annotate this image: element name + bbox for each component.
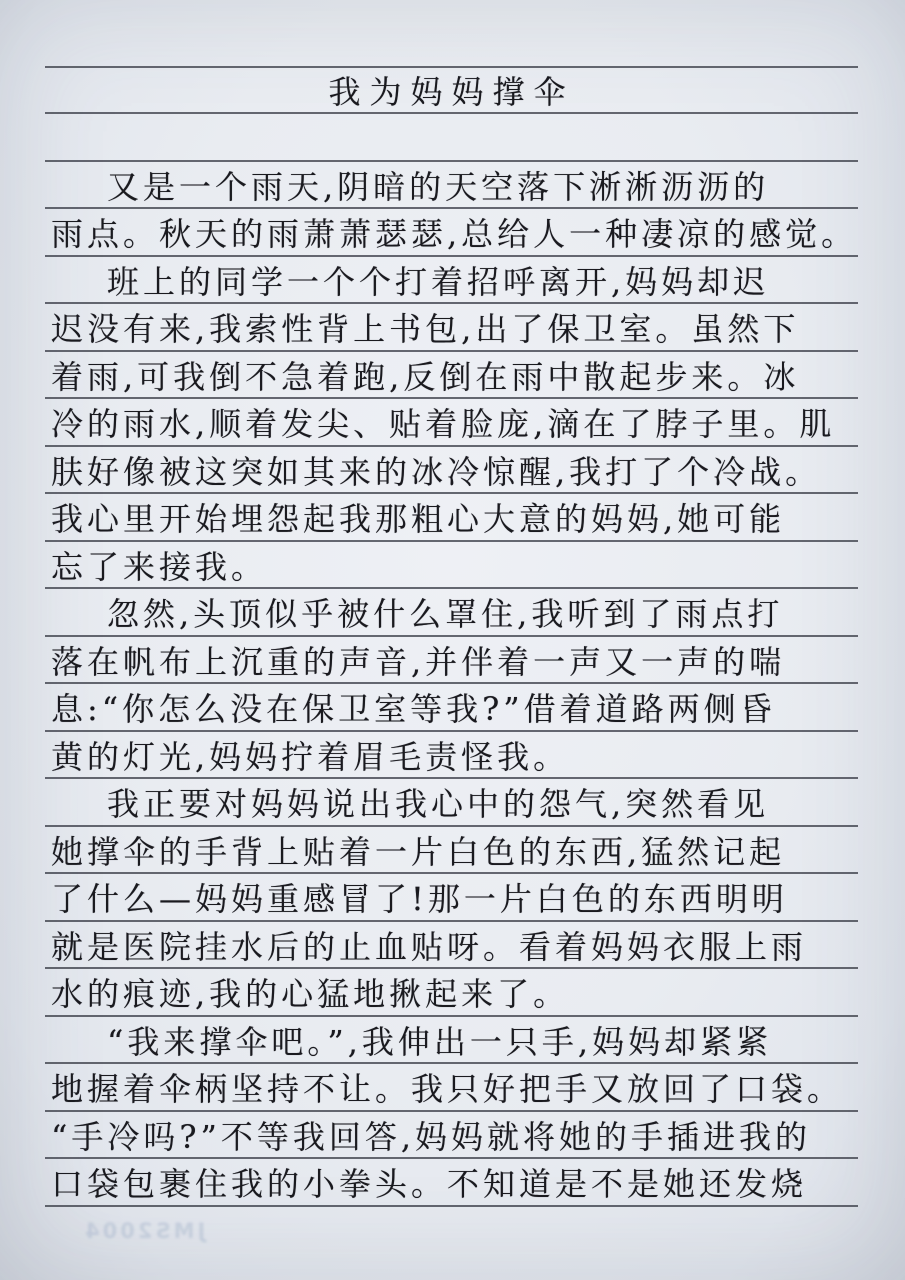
row-text: 她撑伞的手背上贴着一片白色的东西,猛然记起 bbox=[51, 832, 786, 871]
row-text: 就是医院挂水后的止血贴呀。看着妈妈衣服上雨 bbox=[51, 927, 808, 966]
row-text: 忘了来接我。 bbox=[51, 547, 268, 586]
essay-row bbox=[45, 257, 858, 305]
essay-row bbox=[45, 399, 858, 447]
essay-row bbox=[45, 114, 858, 162]
essay-row bbox=[45, 162, 858, 210]
essay-row bbox=[45, 732, 858, 780]
essay-row bbox=[45, 494, 858, 542]
essay-row bbox=[45, 542, 858, 590]
row-text: “我来撑伞吧。”,我伸出一只手,妈妈却紧紧 bbox=[107, 1022, 773, 1061]
faint-watermark: JMS2004 bbox=[82, 1219, 206, 1243]
essay-row bbox=[45, 827, 858, 875]
essay-title-row bbox=[45, 67, 858, 115]
essay-row bbox=[45, 1017, 858, 1065]
row-text: 地握着伞柄坚持不让。我只好把手又放回了口袋。 bbox=[51, 1070, 844, 1108]
essay-row bbox=[45, 589, 858, 637]
essay-row bbox=[45, 352, 858, 400]
row-text: 冷的雨水,顺着发尖、贴着脸庞,滴在了脖子里。肌 bbox=[51, 405, 836, 443]
row-text: 雨点。秋天的雨萧萧瑟瑟,总给人一种凄凉的感觉。 bbox=[51, 215, 858, 253]
row-text: 了什么—妈妈重感冒了!那一片白色的东西明明 bbox=[51, 880, 788, 918]
row-text: “手冷吗?”不等我回答,妈妈就将她的手插进我的 bbox=[51, 1117, 812, 1156]
row-text: 迟没有来,我索性背上书包,出了保卫室。虽然下 bbox=[51, 310, 800, 348]
essay-row bbox=[45, 209, 858, 257]
essay-row bbox=[45, 1159, 858, 1207]
essay-row bbox=[45, 304, 858, 352]
essay-title: 我为妈妈撑伞 bbox=[328, 72, 575, 111]
row-text: 水的痕迹,我的心猛地揪起来了。 bbox=[51, 975, 570, 1013]
row-text: 又是一个雨天,阴暗的天空落下淅淅沥沥的 bbox=[107, 167, 770, 206]
row-text: 我心里开始埋怨起我那粗心大意的妈妈,她可能 bbox=[51, 500, 786, 538]
row-text: 口袋包裹住我的小拳头。不知道是不是她还发烧 bbox=[51, 1165, 808, 1203]
essay-row bbox=[45, 684, 858, 732]
row-text: 黄的灯光,妈妈拧着眉毛责怪我。 bbox=[51, 737, 570, 776]
row-text: 着雨,可我倒不急着跑,反倒在雨中散起步来。冰 bbox=[51, 357, 800, 396]
essay-row bbox=[45, 922, 858, 970]
row-text: 落在帆布上沉重的声音,并伴着一声又一声的喘 bbox=[51, 642, 786, 681]
essay-row bbox=[45, 637, 858, 685]
essay-row bbox=[45, 1064, 858, 1112]
row-text: 忽然,头顶似乎被什么罩住,我听到了雨点打 bbox=[107, 595, 784, 633]
row-text: 肤好像被这突如其来的冰冷惊醒,我打了个冷战。 bbox=[51, 452, 822, 491]
essay-row bbox=[45, 779, 858, 827]
essay-row bbox=[45, 874, 858, 922]
essay-row bbox=[45, 447, 858, 495]
essay-row bbox=[45, 1112, 858, 1160]
row-text: 息:“你怎么没在保卫室等我?”借着道路两侧昏 bbox=[51, 690, 776, 728]
row-text: 班上的同学一个个打着招呼离开,妈妈却迟 bbox=[107, 262, 770, 301]
row-text: 我正要对妈妈说出我心中的怨气,突然看见 bbox=[107, 785, 770, 823]
essay-row bbox=[45, 969, 858, 1017]
